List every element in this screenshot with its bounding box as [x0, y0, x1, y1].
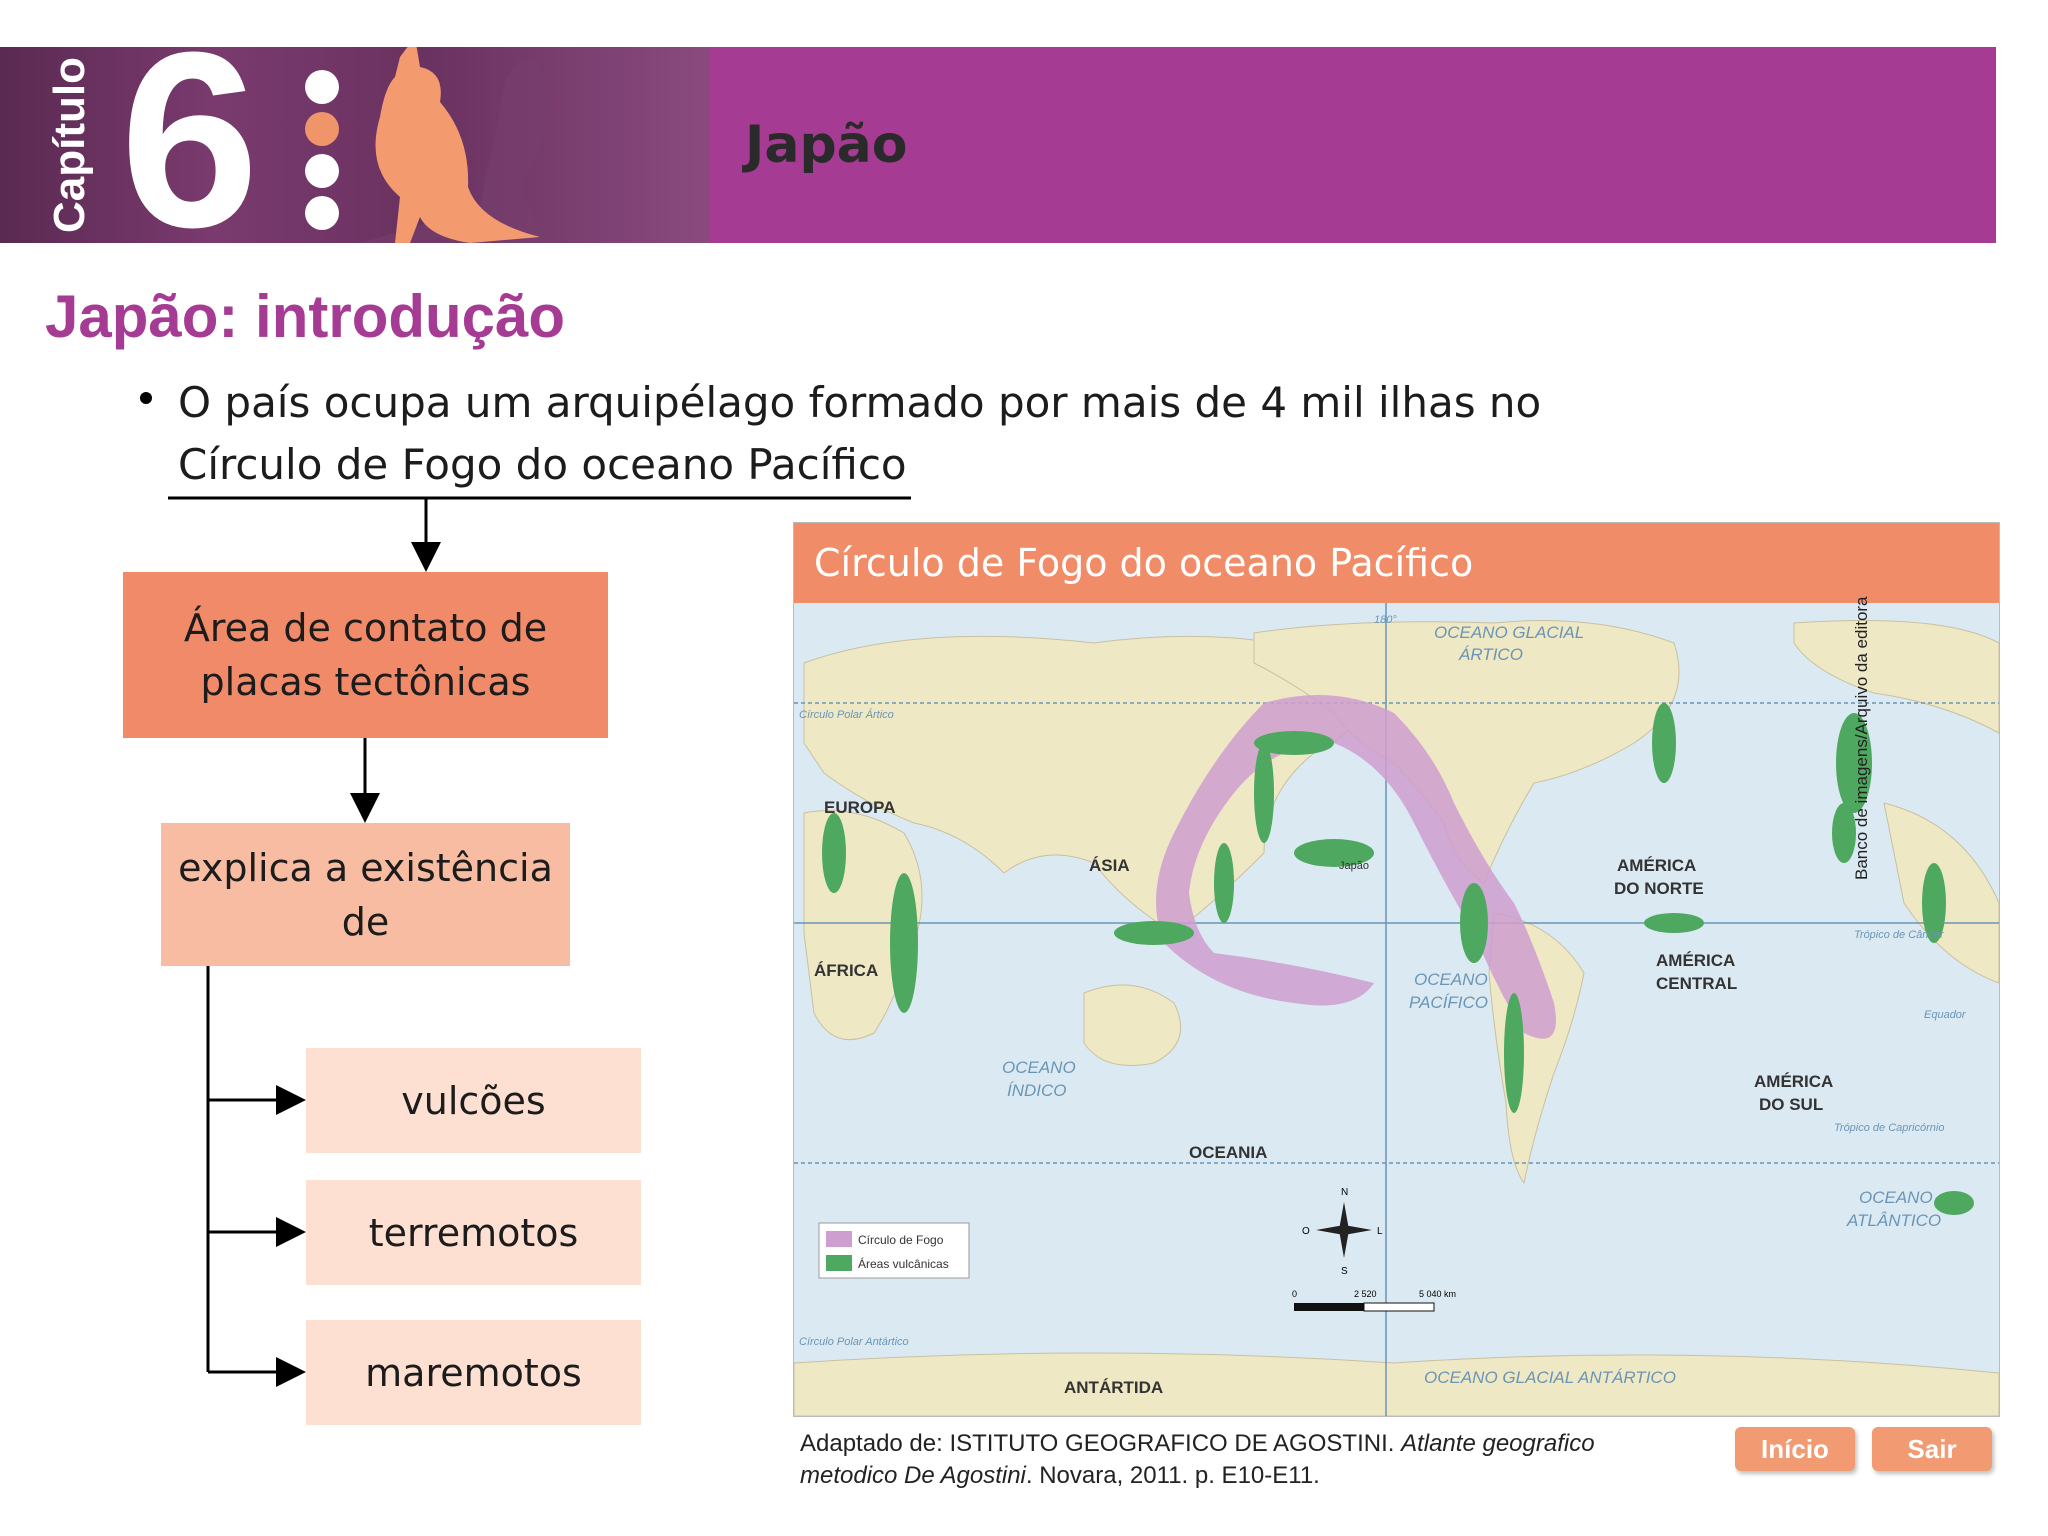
map-header — [794, 523, 1999, 603]
label-america-central-1: AMÉRICA — [1656, 951, 1736, 970]
label-equador: Equador — [1924, 1009, 1966, 1021]
compass-l: L — [1377, 1226, 1383, 1237]
header-title: Japão — [745, 115, 908, 175]
source-suffix: . Novara, 2011. p. E10-E11. — [1025, 1462, 1320, 1489]
volcanic-area — [1254, 743, 1274, 843]
map-legend — [819, 1223, 969, 1278]
world-map — [794, 603, 1999, 1416]
label-america-sul-2: DO SUL — [1759, 1095, 1824, 1114]
volcanic-area — [1214, 843, 1234, 923]
label-europa: EUROPA — [824, 798, 896, 817]
tectonic-plates-box: Área de contato de placas tectônicas — [123, 572, 608, 738]
antarctica-landmass — [794, 1353, 1999, 1416]
chapter-label: Capítulo — [45, 57, 94, 233]
source-citation — [800, 1428, 1660, 1492]
explains-box: explica a existência de — [161, 823, 570, 966]
volcanoes-box: vulcões — [306, 1048, 641, 1153]
label-glacial-artico-1: OCEANO GLACIAL — [1434, 623, 1585, 642]
compass-n: N — [1341, 1187, 1349, 1198]
label-atlantico-1: OCEANO — [1859, 1188, 1933, 1207]
label-africa: ÁFRICA — [814, 961, 879, 980]
label-circulo-polar-antartico: Círculo Polar Antártico — [799, 1336, 909, 1348]
compass-o: O — [1302, 1226, 1310, 1237]
label-antartida: ANTÁRTIDA — [1064, 1378, 1164, 1397]
page-title: Japão: introdução — [45, 283, 566, 350]
start-button[interactable]: Início — [1735, 1427, 1855, 1471]
compass-s: S — [1341, 1266, 1348, 1277]
label-america-sul-1: AMÉRICA — [1754, 1072, 1834, 1091]
volcanic-area — [1644, 913, 1704, 933]
label-america-central-2: CENTRAL — [1656, 974, 1738, 993]
label-pacifico-2: PACÍFICO — [1409, 993, 1489, 1012]
label-meridiano: 180° — [1374, 614, 1397, 626]
legend-volcanic: Áreas vulcânicas — [858, 1257, 949, 1271]
earthquakes-box: terremotos — [306, 1180, 641, 1285]
label-asia: ÁSIA — [1089, 856, 1130, 875]
volcanic-area — [1460, 883, 1488, 963]
volcanic-area — [890, 873, 918, 1013]
label-atlantico-2: ATLÂNTICO — [1847, 1211, 1942, 1230]
label-tropico-capricornio: Trópico de Capricórnio — [1834, 1122, 1945, 1134]
legend-swatch-ring — [826, 1231, 852, 1247]
volcanic-area — [1114, 921, 1194, 945]
tsunamis-box: maremotos — [306, 1320, 641, 1425]
scale-max: 5 040 km — [1419, 1289, 1457, 1299]
volcanic-area — [1504, 993, 1524, 1113]
label-glacial-artico-2: ÁRTICO — [1459, 645, 1523, 664]
label-tropico-cancer: Trópico de Câncer — [1854, 929, 1944, 941]
label-circulo-polar-artico: Círculo Polar Ártico — [799, 709, 894, 721]
source-title: Atlante geografico metodico De Agostini — [800, 1430, 1595, 1489]
image-credit: Banco de imagens/Arquivo da editora — [1852, 596, 1871, 880]
legend-ring: Círculo de Fogo — [858, 1233, 944, 1247]
label-indico-2: ÍNDICO — [1007, 1081, 1067, 1100]
label-america-norte-1: AMÉRICA — [1617, 856, 1697, 875]
source-prefix: Adaptado de: ISTITUTO GEOGRAFICO DE AGOSTINI. — [800, 1430, 1402, 1457]
label-indico-1: OCEANO — [1002, 1058, 1076, 1077]
bullet-text: O país ocupa um arquipélago formado por mais de 4 mil ilhas no Círculo de Fogo do oceano Pacífico — [178, 378, 1542, 489]
ring-of-fire-map-panel — [793, 522, 2000, 1417]
label-oceania: OCEANIA — [1189, 1143, 1268, 1162]
volcanic-area — [1652, 703, 1676, 783]
label-america-norte-2: DO NORTE — [1614, 879, 1704, 898]
scale-mid: 2 520 — [1354, 1289, 1377, 1299]
label-pacifico-1: OCEANO — [1414, 970, 1488, 989]
scale-0: 0 — [1292, 1289, 1298, 1299]
chapter-number: 6 — [120, 0, 260, 279]
label-japao: Japão — [1339, 860, 1369, 872]
legend-swatch-volcanic — [826, 1255, 852, 1271]
exit-button[interactable]: Sair — [1872, 1427, 1992, 1471]
label-glacial-antartico: OCEANO GLACIAL ANTÁRTICO — [1424, 1368, 1676, 1387]
map-title: Círculo de Fogo do oceano Pacífico — [814, 541, 1474, 585]
volcanic-area — [822, 813, 846, 893]
